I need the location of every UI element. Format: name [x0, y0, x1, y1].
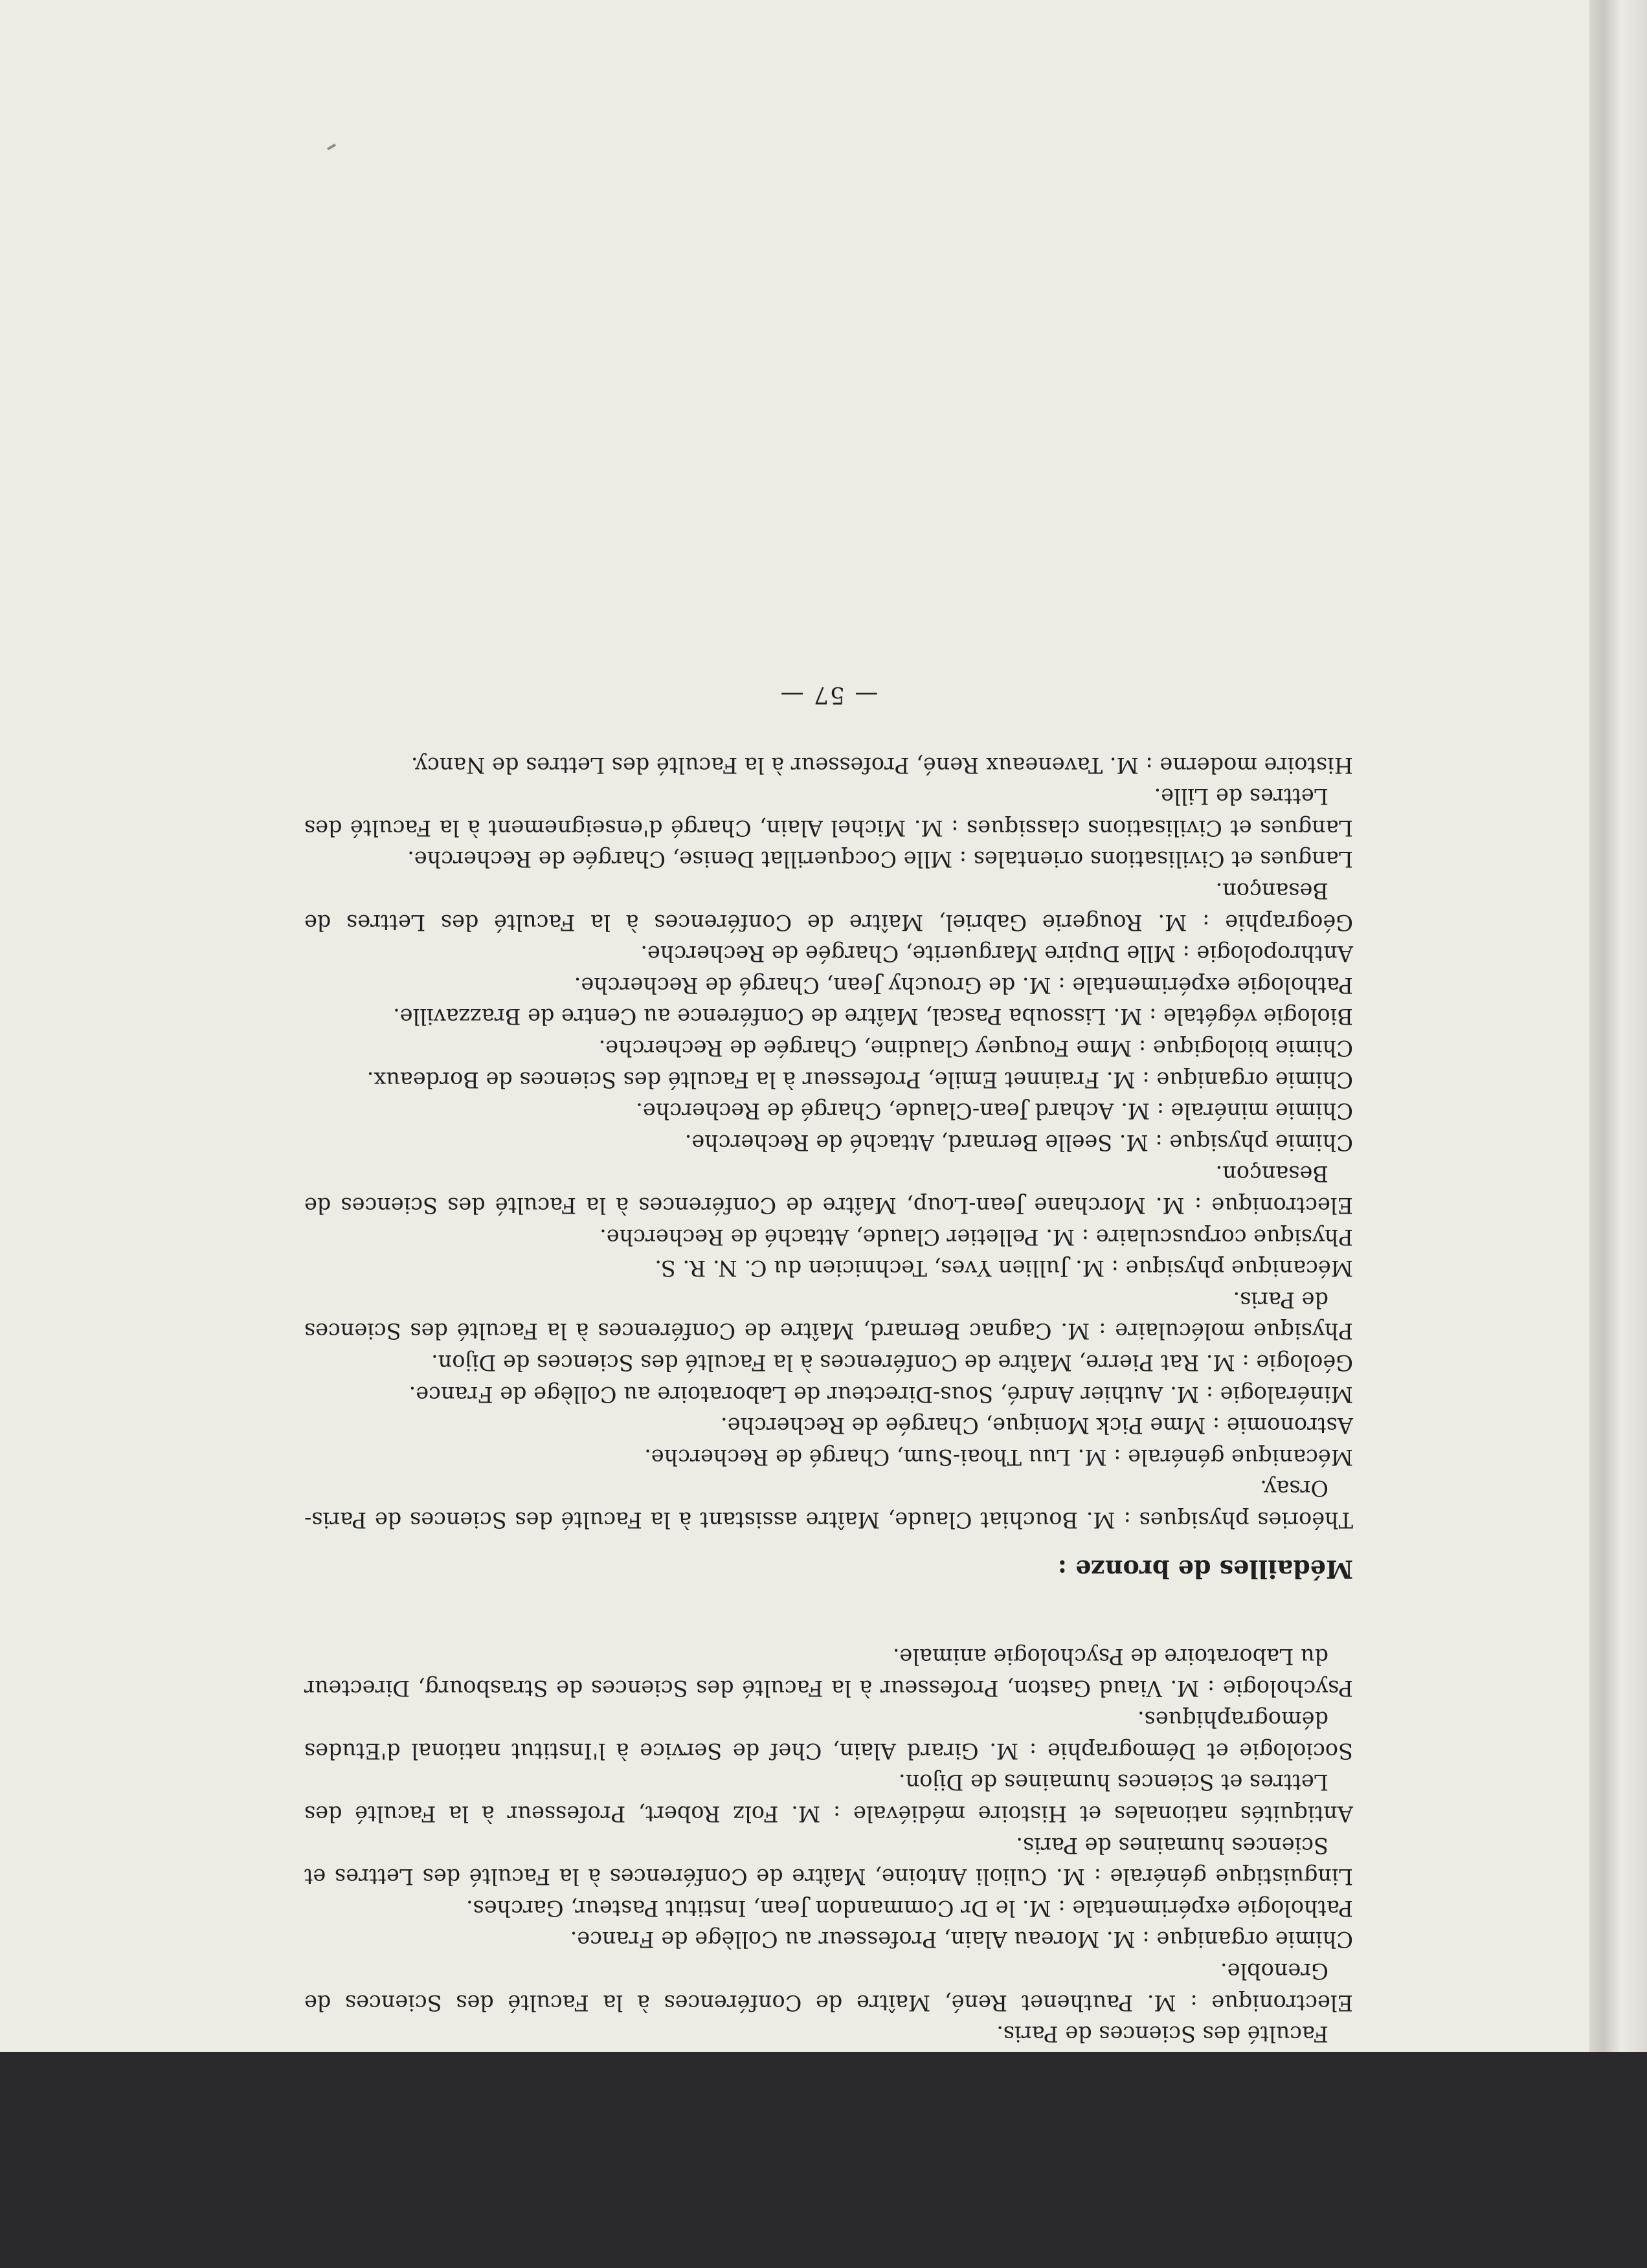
- bronze-entry: Théories physiques : M. Bouchiat Claude, Maître assistant à la Faculté des Sciences de Paris-Orsay.: [304, 1476, 1353, 1533]
- bronze-entry: Chimie minérale : M. Achard Jean-Claude, Chargé de Recherche.: [636, 1098, 1353, 1124]
- bronze-entry: Physique moléculaire : M. Cagnac Bernard, Maître de Conférences à la Faculté des Sciences de Paris.: [304, 1287, 1353, 1344]
- page-binding-edge: [1589, 0, 1647, 2052]
- bronze-entry: Mécanique générale : M. Luu Thoai-Sum, Chargé de Recherche.: [644, 1444, 1353, 1470]
- paper-speck: [327, 144, 336, 150]
- bronze-entry: Astronomie : Mme Pick Monique, Chargée de Recherche.: [721, 1413, 1353, 1439]
- bronze-entry: Histoire moderne : M. Taveneaux René, Professeur à la Faculté des Lettres de Nancy.: [410, 752, 1353, 778]
- page-number: — 57 —: [779, 682, 879, 709]
- silver-entry: Electronique : M. Pauthenet René, Maître de Conférences à la Faculté des Sciences de Grenoble.: [304, 1959, 1353, 2016]
- bronze-entry: Minéralogie : M. Authier André, Sous-Directeur de Laboratoire au Collège de France.: [409, 1381, 1353, 1407]
- bronze-entry: Chimie organique : M. Frainnet Emile, Professeur à la Faculté des Sciences de Bordeaux.: [366, 1067, 1353, 1093]
- bronze-entry: Mécanique physique : M. Jullien Yves, Technicien du C. N. R. S.: [655, 1256, 1353, 1282]
- silver-entry: Psychologie : M. Viaud Gaston, Professeur à la Faculté des Sciences de Strasbourg, Directeur du Laboratoire de Psychologie animale.: [304, 1644, 1353, 1701]
- bronze-entry: Anthropologie : Mlle Dupire Marguerite, Chargée de Recherche.: [640, 941, 1353, 967]
- bronze-entry: Biologie végétale : M. Lissouba Pascal, Maître de Conférence au Centre de Brazzaville.: [393, 1004, 1353, 1030]
- bronze-entry: Langues et Civilisations orientales : Mlle Cocquerillat Denise, Chargée de Recherche.: [407, 847, 1353, 873]
- bronze-medals-heading: Médailles de bronze :: [1057, 1555, 1353, 1584]
- silver-medals-list: [304, 1641, 1353, 2113]
- bronze-entry: Physique corpusculaire : M. Pelletier Claude, Attaché de Recherche.: [599, 1224, 1353, 1250]
- bronze-entry: Géographie : M. Rougerie Gabriel, Maître de Conférences à la Faculté des Lettres de Besançon.: [304, 878, 1353, 935]
- silver-entry: Linguistique générale : M. Culioli Antoine, Maître de Conférences à la Faculté des Lettres et Sciences humaines de Paris.: [304, 1832, 1353, 1890]
- bronze-entry: Chimie biologique : Mme Fouquey Claudine, Chargée de Recherche.: [598, 1036, 1353, 1061]
- bronze-entry: Chimie physique : M. Seelle Bernard, Attaché de Recherche.: [684, 1129, 1353, 1155]
- silver-entry: Sociologie et Démographie : M. Girard Alain, Chef de Service à l'Institut national d'Etudes démographiques.: [304, 1707, 1353, 1764]
- bronze-entry: Langues et Civilisations classiques : M. Michel Alain, Chargé d'enseignement à la Faculté des Lettres de Lille.: [304, 784, 1353, 841]
- silver-entry: Pathologie expérimentale : M. le Dr Commandon Jean, Institut Pasteur, Garches.: [465, 1895, 1353, 1921]
- silver-entry: Chimie organique : M. Moreau Alain, Professeur au Collège de France.: [570, 1927, 1353, 1953]
- page-content-rotated: [304, 678, 1353, 2162]
- silver-entry: Faculté des Sciences de Paris.: [996, 2021, 1328, 2047]
- bronze-entry: Electronique : M. Morchane Jean-Loup, Maître de Conférences à la Faculté des Sciences de Besançon.: [304, 1161, 1353, 1218]
- bronze-entry: Géologie : M. Rat Pierre, Maître de Conférences à la Faculté des Sciences de Dijon.: [431, 1350, 1353, 1375]
- scanner-background: [0, 2052, 1647, 2268]
- bronze-medals-list: [304, 749, 1353, 1535]
- silver-entry: Antiquités nationales et Histoire médiévale : M. Folz Robert, Professeur à la Faculté des Lettres et Sciences humaines de Dijon.: [304, 1770, 1353, 1827]
- bronze-entry: Pathologie expérimentale : M. de Grouchy Jean, Chargé de Recherche.: [574, 972, 1353, 998]
